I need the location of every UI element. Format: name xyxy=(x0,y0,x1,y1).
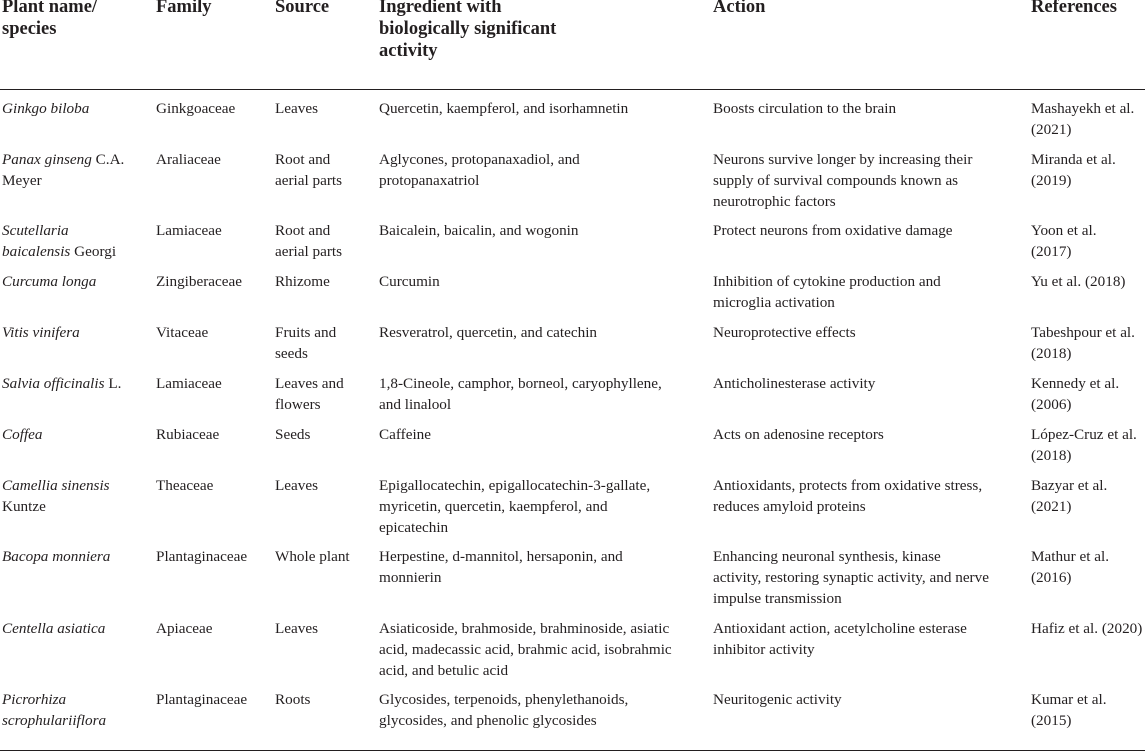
ingredient-line: Epigallocatechin, epigallocatechin-3-gallate, xyxy=(379,477,651,494)
action-line: supply of survival compounds known as xyxy=(713,172,959,189)
column-header-action xyxy=(713,0,765,18)
species-name: Salvia officinalis xyxy=(2,375,105,392)
ingredient-line: Asiaticoside, brahmoside, brahminoside, asiatic xyxy=(379,620,670,637)
cell-plant xyxy=(2,475,110,517)
species-name: Bacopa monniera xyxy=(2,548,111,565)
species-name: Camellia sinensis xyxy=(2,477,110,494)
ingredient-line: Glycosides, terpenoids, phenylethanoids, xyxy=(379,691,629,708)
action-line: Anticholinesterase activity xyxy=(713,375,876,392)
ingredient-line: and linalool xyxy=(379,396,452,413)
cell-reference xyxy=(1031,322,1135,364)
cell-source xyxy=(275,475,318,496)
cell-reference xyxy=(1031,546,1109,588)
header-rule xyxy=(0,89,1145,90)
reference-line: (2018) xyxy=(1031,345,1072,362)
column-header-plant xyxy=(2,0,97,40)
cell-reference xyxy=(1031,98,1134,140)
ingredient-line: Caffeine xyxy=(379,426,432,443)
cell-source xyxy=(275,689,310,710)
cell-family xyxy=(156,271,242,292)
action-line: microglia activation xyxy=(713,294,835,311)
reference-line: Hafiz et al. (2020) xyxy=(1031,620,1143,637)
action-line: Neuritogenic activity xyxy=(713,691,842,708)
species-name: Centella asiatica xyxy=(2,620,106,637)
ingredient-line: Curcumin xyxy=(379,273,440,290)
reference-line: Tabeshpour et al. xyxy=(1031,324,1135,341)
ingredient-line: myricetin, quercetin, kaempferol, and xyxy=(379,498,608,515)
cell-family xyxy=(156,424,219,445)
cell-plant xyxy=(2,373,121,394)
column-header-family xyxy=(156,0,212,18)
source-line: Whole plant xyxy=(275,548,350,565)
cell-action xyxy=(713,149,972,212)
header-line: Ingredient with xyxy=(379,0,502,17)
reference-line: Kumar et al. xyxy=(1031,691,1107,708)
action-line: Inhibition of cytokine production and xyxy=(713,273,941,290)
cell-plant xyxy=(2,424,43,445)
reference-line: (2006) xyxy=(1031,396,1072,413)
family-text: Araliaceae xyxy=(156,151,221,168)
cell-reference xyxy=(1031,618,1142,639)
ingredient-line: protopanaxatriol xyxy=(379,172,480,189)
reference-line: Yu et al. (2018) xyxy=(1031,273,1126,290)
source-line: Root and xyxy=(275,222,331,239)
reference-line: Mathur et al. xyxy=(1031,548,1110,565)
cell-plant xyxy=(2,546,110,567)
reference-line: Bazyar et al. xyxy=(1031,477,1108,494)
header-line: Plant name/ xyxy=(2,0,98,17)
action-line: Acts on adenosine receptors xyxy=(713,426,884,443)
cell-reference xyxy=(1031,373,1119,415)
cell-reference xyxy=(1031,689,1107,731)
action-line: Antioxidant action, acetylcholine esterase xyxy=(713,620,967,637)
bottom-rule xyxy=(0,750,1145,751)
cell-source xyxy=(275,373,344,415)
cell-action xyxy=(713,220,953,241)
reference-line: Kennedy et al. xyxy=(1031,375,1120,392)
cell-action xyxy=(713,322,856,343)
family-text: Vitaceae xyxy=(156,324,209,341)
action-line: Protect neurons from oxidative damage xyxy=(713,222,953,239)
action-line: Neuroprotective effects xyxy=(713,324,856,341)
species-name: Coffea xyxy=(2,426,43,443)
cell-reference xyxy=(1031,271,1125,292)
species-name: Scutellaria xyxy=(2,222,69,239)
cell-family xyxy=(156,220,222,241)
ingredient-line: epicatechin xyxy=(379,519,449,536)
family-text: Plantaginaceae xyxy=(156,691,248,708)
cell-plant xyxy=(2,322,80,343)
cell-ingredient xyxy=(379,322,597,343)
source-line: seeds xyxy=(275,345,308,362)
column-header-reference xyxy=(1031,0,1117,18)
reference-line: López-Cruz et al. xyxy=(1031,426,1137,443)
action-line: Boosts circulation to the brain xyxy=(713,100,897,117)
ingredient-line: Baicalein, baicalin, and wogonin xyxy=(379,222,579,239)
ingredient-line: monnierin xyxy=(379,569,442,586)
cell-family xyxy=(156,149,221,170)
header-line: activity xyxy=(379,41,438,61)
cell-ingredient xyxy=(379,475,650,538)
cell-ingredient xyxy=(379,546,623,588)
cell-action xyxy=(713,373,875,394)
family-text: Ginkgoaceae xyxy=(156,100,236,117)
family-text: Zingiberaceae xyxy=(156,273,243,290)
family-text: Apiaceae xyxy=(156,620,213,637)
species-authority: Meyer xyxy=(2,172,42,189)
reference-line: Miranda et al. xyxy=(1031,151,1116,168)
action-line: activity, restoring synaptic activity, and nerve xyxy=(713,569,989,586)
species-name: baicalensis xyxy=(2,243,71,260)
cell-action xyxy=(713,424,884,445)
cell-plant xyxy=(2,98,89,119)
cell-plant xyxy=(2,220,116,262)
ingredient-line: Resveratrol, quercetin, and catechin xyxy=(379,324,598,341)
cell-reference xyxy=(1031,220,1097,262)
species-name: Curcuma longa xyxy=(2,273,97,290)
reference-line: Mashayekh et al. xyxy=(1031,100,1135,117)
action-line: Enhancing neuronal synthesis, kinase xyxy=(713,548,941,565)
cell-action xyxy=(713,546,989,609)
header-line: Source xyxy=(275,0,330,17)
cell-source xyxy=(275,271,330,292)
action-line: neurotrophic factors xyxy=(713,193,836,210)
species-name: Picrorhiza xyxy=(2,691,67,708)
cell-source xyxy=(275,546,350,567)
ingredient-line: Herpestine, d-mannitol, hersaponin, and xyxy=(379,548,623,565)
cell-family xyxy=(156,689,247,710)
reference-line: (2017) xyxy=(1031,243,1072,260)
cell-ingredient xyxy=(379,618,672,681)
cell-source xyxy=(275,149,342,191)
species-name: Ginkgo biloba xyxy=(2,100,90,117)
cell-ingredient xyxy=(379,373,662,415)
species-authority: C.A. xyxy=(91,151,125,168)
source-line: Leaves xyxy=(275,620,319,637)
cell-source xyxy=(275,322,336,364)
reference-line: (2021) xyxy=(1031,498,1072,515)
cell-family xyxy=(156,618,213,639)
cell-plant xyxy=(2,271,96,292)
cell-source xyxy=(275,98,318,119)
header-line: Action xyxy=(713,0,766,17)
source-line: flowers xyxy=(275,396,321,413)
species-name: Panax ginseng xyxy=(2,151,92,168)
cell-action xyxy=(713,475,982,517)
cell-ingredient xyxy=(379,98,628,119)
cell-family xyxy=(156,373,222,394)
cell-plant xyxy=(2,689,106,731)
cell-action xyxy=(713,689,842,710)
cell-family xyxy=(156,322,208,343)
cell-reference xyxy=(1031,424,1137,466)
source-line: aerial parts xyxy=(275,243,343,260)
column-header-ingredient xyxy=(379,0,556,62)
species-authority: Georgi xyxy=(70,243,117,260)
cell-action xyxy=(713,271,941,313)
cell-ingredient xyxy=(379,220,578,241)
cell-action xyxy=(713,618,967,660)
cell-ingredient xyxy=(379,424,431,445)
reference-line: (2016) xyxy=(1031,569,1072,586)
species-authority: Kuntze xyxy=(2,498,46,515)
ingredient-line: Quercetin, kaempferol, and isorhamnetin xyxy=(379,100,629,117)
cell-source xyxy=(275,220,342,262)
source-line: Root and xyxy=(275,151,331,168)
ingredient-line: Aglycones, protopanaxadiol, and xyxy=(379,151,580,168)
species-name: Vitis vinifera xyxy=(2,324,80,341)
header-line: biologically significant xyxy=(379,19,557,39)
cell-reference xyxy=(1031,149,1116,191)
action-line: Neurons survive longer by increasing their xyxy=(713,151,973,168)
source-line: Seeds xyxy=(275,426,311,443)
cell-reference xyxy=(1031,475,1107,517)
cell-ingredient xyxy=(379,271,440,292)
ingredient-line: acid, madecassic acid, brahmic acid, isobrahmic xyxy=(379,641,672,658)
cell-source xyxy=(275,618,318,639)
family-text: Plantaginaceae xyxy=(156,548,248,565)
ingredient-line: 1,8-Cineole, camphor, borneol, caryophyllene, xyxy=(379,375,662,392)
family-text: Rubiaceae xyxy=(156,426,220,443)
column-header-source xyxy=(275,0,329,18)
source-line: aerial parts xyxy=(275,172,343,189)
action-line: impulse transmission xyxy=(713,590,842,607)
species-name: scrophulariiflora xyxy=(2,712,107,729)
cell-ingredient xyxy=(379,689,628,731)
action-line: inhibitor activity xyxy=(713,641,815,658)
ingredient-line: glycosides, and phenolic glycosides xyxy=(379,712,597,729)
source-line: Fruits and xyxy=(275,324,337,341)
source-line: Leaves xyxy=(275,477,319,494)
cell-plant xyxy=(2,618,105,639)
cell-ingredient xyxy=(379,149,580,191)
cell-family xyxy=(156,546,247,567)
cell-family xyxy=(156,98,235,119)
action-line: Antioxidants, protects from oxidative stress, xyxy=(713,477,983,494)
reference-line: (2021) xyxy=(1031,121,1072,138)
reference-line: Yoon et al. xyxy=(1031,222,1097,239)
reference-line: (2018) xyxy=(1031,447,1072,464)
family-text: Theaceae xyxy=(156,477,214,494)
cell-plant xyxy=(2,149,124,191)
header-line: Family xyxy=(156,0,212,17)
cell-family xyxy=(156,475,213,496)
source-line: Rhizome xyxy=(275,273,330,290)
reference-line: (2015) xyxy=(1031,712,1072,729)
source-line: Leaves xyxy=(275,100,319,117)
header-line: References xyxy=(1031,0,1117,17)
species-authority: L. xyxy=(104,375,122,392)
ingredient-line: acid, and betulic acid xyxy=(379,662,509,679)
cell-action xyxy=(713,98,896,119)
source-line: Roots xyxy=(275,691,311,708)
family-text: Lamiaceae xyxy=(156,375,222,392)
header-line: species xyxy=(2,19,57,39)
action-line: reduces amyloid proteins xyxy=(713,498,866,515)
cell-source xyxy=(275,424,310,445)
reference-line: (2019) xyxy=(1031,172,1072,189)
family-text: Lamiaceae xyxy=(156,222,222,239)
source-line: Leaves and xyxy=(275,375,344,392)
